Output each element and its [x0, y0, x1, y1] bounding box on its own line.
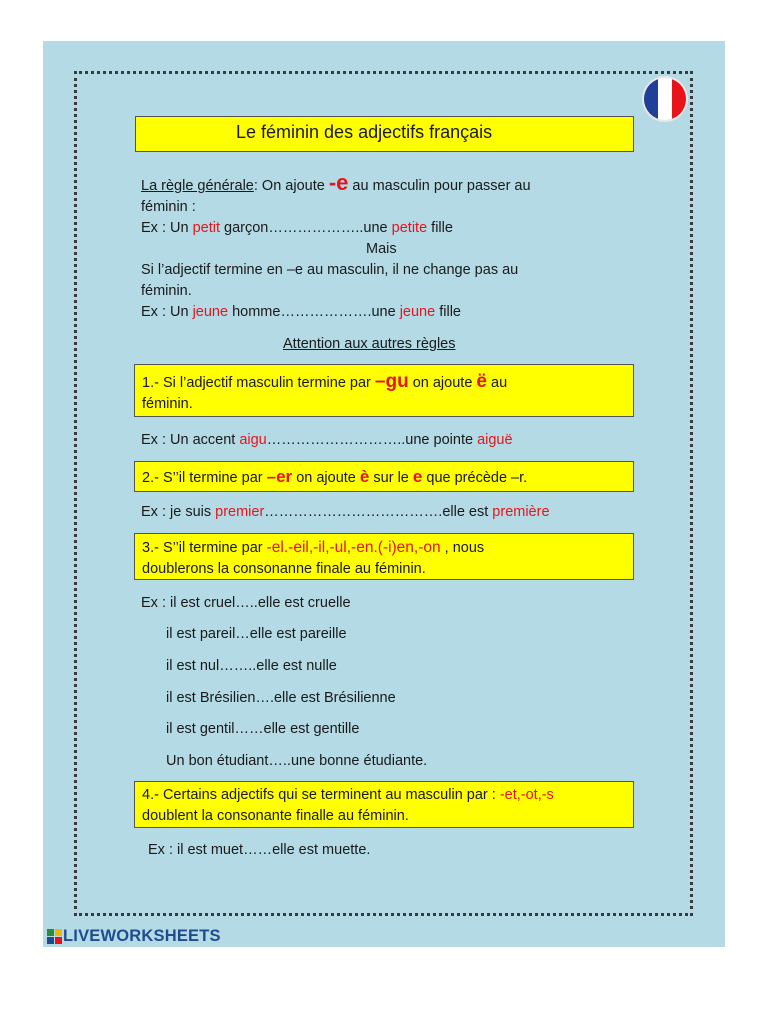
general-rule-label: La règle générale: [141, 178, 254, 194]
rule-2-example: [141, 502, 550, 522]
rule-3-example: il est nul……..elle est nulle: [166, 658, 337, 674]
example-text: ……………………………….elle est: [264, 504, 493, 520]
rule-2-letter: e: [412, 467, 423, 486]
rule-4-text: 4.- Certains adjectifs qui se terminent au masculin par :: [142, 787, 500, 803]
example-masculine: aigu: [239, 432, 267, 448]
rule-3-text: 3.- S’’il termine par: [142, 540, 267, 556]
example-text: Ex : Un accent: [141, 432, 240, 448]
rule-1-text: au: [487, 375, 508, 391]
rule-4-box: [134, 781, 634, 828]
rule-3-example: Un bon étudiant…..une bonne étudiante.: [166, 753, 428, 769]
general-rule-line: [141, 170, 531, 196]
logo-grid-icon: [47, 929, 62, 944]
example-text: Ex : Un: [141, 220, 193, 236]
example-text: garçon………………..une: [220, 220, 392, 236]
example-text: fille: [427, 220, 453, 236]
rule-3-example: il est Brésilien….elle est Brésilienne: [166, 690, 396, 706]
rule-1-example: [141, 430, 513, 450]
example-feminine: petite: [391, 220, 428, 236]
example-feminine: jeune: [399, 304, 436, 320]
rule-2-text: sur le: [369, 470, 413, 486]
rule-2-letter: è: [359, 467, 370, 486]
general-rule-text-b: au masculin pour passer au: [348, 178, 531, 194]
example-masculine: jeune: [192, 304, 229, 320]
example-text: Ex : je suis: [141, 504, 216, 520]
rule-4-endings: -et,-ot,-s: [499, 787, 554, 803]
rule-1-letter: ë: [476, 371, 487, 392]
worksheet-title: Le féminin des adjectifs français: [135, 116, 634, 152]
general-rule-line-2: féminin :: [141, 199, 196, 215]
rule-2-box: [134, 461, 634, 492]
exception-rule-line: Si l’adjectif termine en –e au masculin, il ne change pas au: [141, 262, 519, 278]
general-example-1: [141, 218, 453, 238]
mais-label: Mais: [366, 241, 397, 257]
rule-3-endings: -el.-eil,-il,-ul,-en.(-i)en,-on: [266, 539, 441, 556]
rule-1-suffix: –gu: [374, 371, 409, 392]
logo-text: LIVEWORKSHEETS: [63, 926, 221, 945]
liveworksheets-logo: [47, 926, 221, 946]
rule-3-example: il est gentil……elle est gentille: [166, 721, 360, 737]
rule-3-example: Ex : il est cruel…..elle est cruelle: [141, 595, 351, 611]
rule-1-text: féminin.: [142, 396, 193, 412]
example-feminine: première: [492, 504, 550, 520]
exception-rule-line-2: féminin.: [141, 283, 192, 299]
example-feminine: aiguë: [477, 432, 513, 448]
rule-2-text: que précède –r.: [422, 470, 528, 486]
suffix-e: -e: [328, 170, 349, 195]
rule-3-example: il est pareil…elle est pareille: [166, 626, 347, 642]
rule-3-text: , nous: [440, 540, 485, 556]
rule-1-text: on ajoute: [408, 375, 477, 391]
french-flag-icon: [644, 78, 686, 120]
rule-4-example: Ex : il est muet……elle est muette.: [148, 842, 371, 858]
rule-1-text: 1.- Si l’adjectif masculin termine par: [142, 375, 375, 391]
example-text: fille: [435, 304, 461, 320]
example-text: ………………………..une pointe: [266, 432, 478, 448]
general-rule-text: : On ajoute: [253, 178, 329, 194]
rule-2-text: 2.- S’’il termine par: [142, 470, 267, 486]
example-text: Ex : Un: [141, 304, 193, 320]
rule-2-suffix: –er: [266, 467, 293, 486]
example-masculine: petit: [192, 220, 220, 236]
rule-1-box: [134, 364, 634, 417]
rule-4-text: doublent la consonante finalle au féminin.: [142, 808, 409, 824]
attention-heading: Attention aux autres règles: [283, 336, 456, 352]
general-example-2: [141, 302, 461, 322]
rule-3-text: doublerons la consonanne finale au féminin.: [142, 561, 426, 577]
example-text: homme……………….une: [228, 304, 400, 320]
rule-3-box: [134, 533, 634, 580]
worksheet: [43, 41, 725, 947]
flag-white-stripe: [658, 78, 672, 120]
example-masculine: premier: [215, 504, 265, 520]
rule-2-text: on ajoute: [292, 470, 360, 486]
